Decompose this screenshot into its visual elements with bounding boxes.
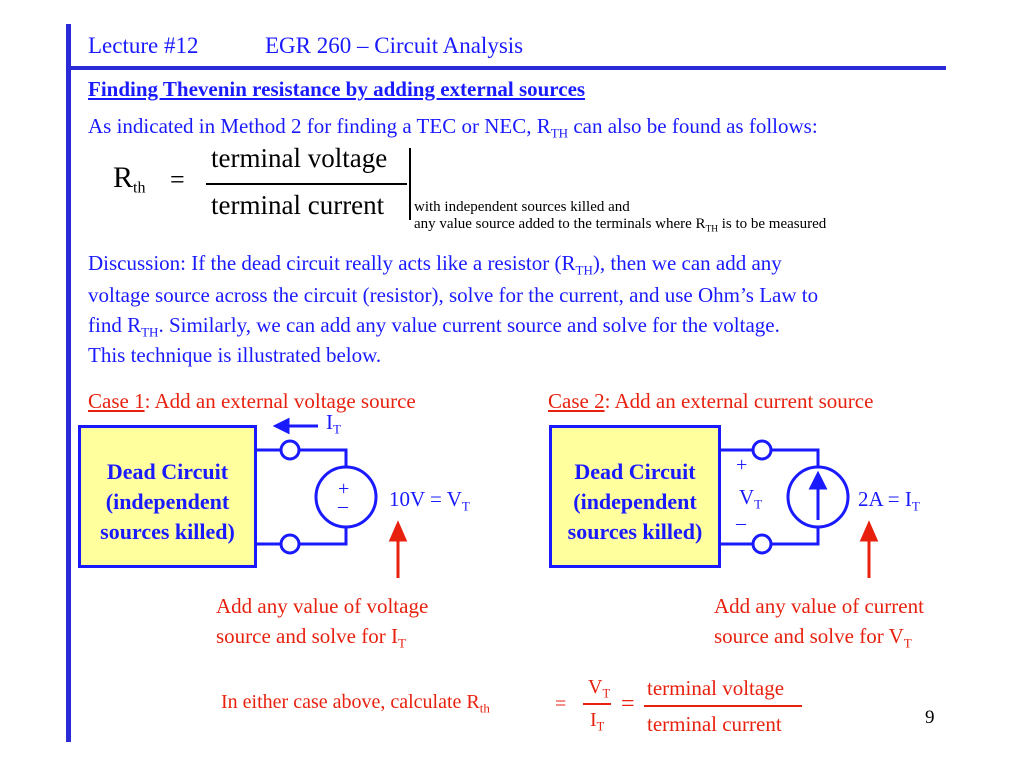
case2-dead-circuit-box: Dead Circuit (independent sources killed) [549, 425, 721, 568]
case1-note-line-1: Add any value of voltage [216, 594, 429, 618]
case1-source-value: $10V = V_T$ [389, 487, 470, 514]
discussion-line-1: Discussion: If the dead circuit really acts like a resistor $(R_{TH})$, then we can add any [88, 251, 782, 278]
case1-pointer-arrow-head [391, 524, 405, 540]
formula-lhs: $R_{th}$ [113, 161, 146, 197]
conclusion-fraction-bar-1 [583, 703, 611, 705]
case1-terminal-top [281, 441, 299, 459]
case1-heading: Case 1: Add an external voltage source [88, 389, 416, 413]
case2-source-value: $2A = I_T$ [858, 487, 920, 514]
case2-note-line-1: Add any value of current [714, 594, 924, 618]
case1-wire-bottom [300, 527, 346, 544]
discussion-line-3: find $R_{TH}$. Similarly, we can add any value current source and solve for the voltage. [88, 313, 780, 340]
conclusion-equals-1: = [555, 693, 567, 715]
formula-note-2: any value source added to the terminals where $R_{TH}$ is to be measured [414, 216, 827, 235]
case2-heading: Case 2: Add an external current source [548, 389, 874, 413]
case1-source-minus: – [338, 495, 348, 517]
case2-voltage-minus: – [736, 512, 746, 534]
case2-wire-bottom [772, 527, 818, 544]
conclusion-equals-2: = [621, 691, 635, 717]
formula-note-1: with independent sources killed and [414, 199, 630, 215]
conclusion-num-vt: $V_T$ [588, 676, 611, 701]
conclusion-num-text: terminal voltage [647, 676, 785, 700]
case2-note-line-2: source and solve for $V_T$ [714, 624, 912, 651]
case2-terminal-top [753, 441, 771, 459]
discussion-line-4: This technique is illustrated below. [88, 343, 382, 367]
formula-equals: = [170, 165, 185, 194]
section-title: Finding Thevenin resistance by adding external sources [88, 77, 586, 101]
conclusion-fraction-bar-2 [644, 705, 802, 707]
case1-wire-top [300, 450, 346, 467]
case2-pointer-arrow-head [862, 524, 876, 540]
conclusion-text: In either case above, calculate $R_{th}$ [221, 691, 490, 716]
formula-numerator: terminal voltage [211, 143, 388, 173]
lecture-number: Lecture #12 [88, 33, 199, 58]
case2-wire-top [772, 450, 818, 467]
discussion-line-2: voltage source across the circuit (resistor), solve for the current, and use Ohm’s Law to [88, 283, 819, 307]
conclusion-den-it: $I_T$ [590, 709, 605, 734]
current-arrow-head [276, 420, 288, 432]
case1-source-plus: + [338, 478, 350, 500]
case1-current-label: $I_T$ [326, 410, 341, 437]
case1-dead-circuit-box: Dead Circuit (independent sources killed) [78, 425, 257, 568]
case2-terminal-bottom [753, 535, 771, 553]
case1-terminal-bottom [281, 535, 299, 553]
conclusion-den-text: terminal current [647, 712, 782, 736]
intro-text: As indicated in Method 2 for finding a TEC or NEC, $R_{TH}$ can also be found as follows: [88, 114, 818, 141]
formula-denominator: terminal current [211, 190, 385, 220]
case1-note-line-2: source and solve for $I_T$ [216, 624, 406, 651]
page-number: 9 [925, 707, 935, 728]
course-title: EGR 260 – Circuit Analysis [265, 33, 524, 58]
case2-voltage-plus: + [736, 454, 748, 476]
case2-voltage-label: $V_T$ [739, 485, 763, 512]
